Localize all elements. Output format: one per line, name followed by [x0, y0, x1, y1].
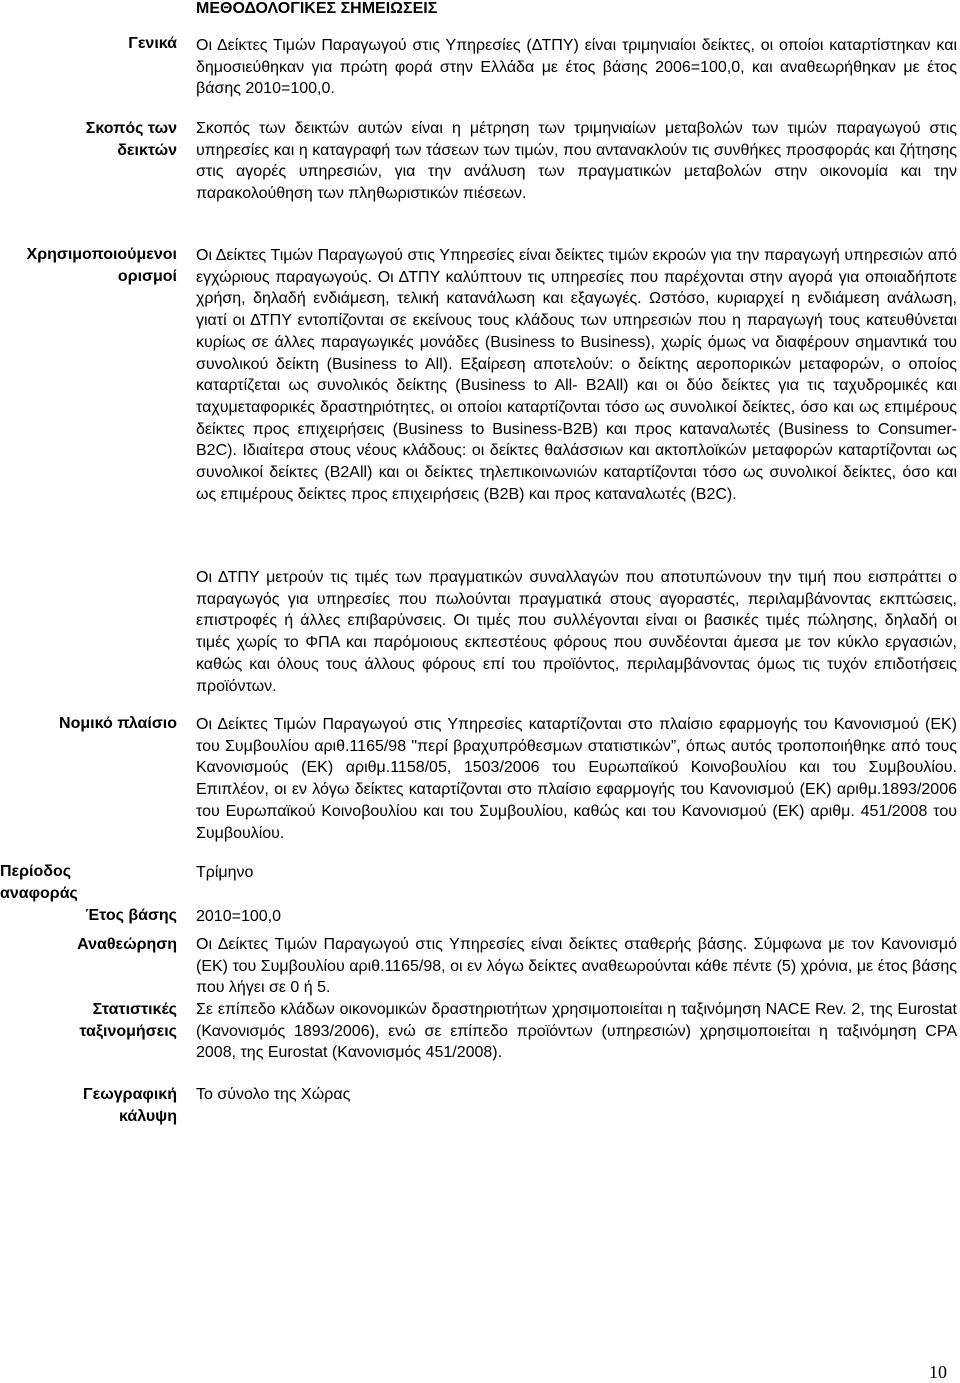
- section-label-base-year: Έτος βάσης: [85, 907, 177, 924]
- page-number: 10: [929, 1362, 947, 1382]
- section-text-definitions-prices: Οι ΔΤΠΥ μετρούν τις τιμές των πραγματικών συναλλαγών που αποτυπώνουν την τιμή που εισπράττει ο παραγωγός για υπηρεσίες που πωλούνται πραγματικά στους αγοραστές, περιλαμβάνοντας εκπτώσεις, επιστροφές ή άλλες επιβαρύνσεις. Οι τιμές που συλλέγονται είναι οι βασικές τιμές πώλησης, δηλαδή οι τιμές χωρίς το ΦΠΑ και παρόμοιους εκπεστέους φόρους που συνδέονται άμεσα με τον κύκλο εργασιών, καθώς και όλους τους άλλους φόρους επί του προϊόντος, περιλαμβάνοντας όμως τις τυχόν επιδοτήσεις προϊόντων.: [196, 569, 957, 695]
- section-text-legal: Οι Δείκτες Τιμών Παραγωγού στις Υπηρεσίες καταρτίζονται στο πλαίσιο εφαρμογής του Κανονισμού (ΕΚ) του Συμβουλίου αριθ.1165/98 "περί βραχυπρόθεσμων στατιστικών”, όπως αυτός τροποποιήθηκε από τους Κανονισμούς (ΕΚ) αριθμ.1158/05, 1503/2006 του Ευρωπαϊκού Κοινοβουλίου και του Συμβουλίου. Επιπλέον, οι εν λόγω δείκτες καταρτίζονται στο πλαίσιο εφαρμογής του Κανονισμού (ΕΚ) αριθμ.1893/2006 του Ευρωπαϊκού Κοινοβουλίου και του Συμβουλίου, καθώς και του Κανονισμού (ΕΚ) αριθμ. 451/2008 του Συμβουλίου.: [196, 716, 957, 842]
- section-label-classifications: Στατιστικές ταξινομήσεις: [79, 1001, 177, 1040]
- section-label-coverage: Γεωγραφική κάλυψη: [83, 1086, 177, 1125]
- section-text-general: Οι Δείκτες Τιμών Παραγωγού στις Υπηρεσίες (ΔΤΠΥ) είναι τριμηνιαίοι δείκτες, οι οποίοι καταρτίστηκαν και δημοσιεύθηκαν για πρώτη φορά στην Ελλάδα με έτος βάσης 2006=100,0, και αναθεωρήθηκαν με έτος βάσης 2010=100,0.: [196, 37, 957, 98]
- section-text-coverage: Το σύνολο της Χώρας: [196, 1086, 351, 1103]
- section-label-revision: Αναθεώρηση: [77, 936, 177, 953]
- section-label-general: Γενικά: [128, 35, 177, 52]
- section-text-period: Τρίμηνο: [196, 864, 254, 881]
- section-text-base-year: 2010=100,0: [196, 908, 281, 925]
- section-label-period-line2: αναφοράς: [0, 885, 78, 902]
- section-label-period-line1: Περίοδος: [0, 863, 72, 880]
- section-label-purpose: Σκοπός των δεικτών: [85, 120, 177, 159]
- section-text-definitions: Οι Δείκτες Τιμών Παραγωγού στις Υπηρεσίες είναι δείκτες τιμών εκροών για την παραγωγή υπηρεσιών από εγχώριους παραγωγούς. Οι ΔΤΠΥ καλύπτουν τις υπηρεσίες που παρέχονται στην αγορά για οποιαδήποτε χρήση, δηλαδή ενδιάμεση, τελική κατανάλωση και εξαγωγές. Ωστόσο, κυριαρχεί η ενδιάμεση ανάλωση, γιατί οι ΔΤΠΥ εντοπίζονται σε εκείνους τους κλάδους των υπηρεσιών που η παραγωγή τους κατευθύνεται κυρίως σε άλλες παραγωγικές μονάδες (Business to Business), χωρίς όμως να διαφέρουν σημαντικά του συνολικού δείκτη (Business to All). Εξαίρεση αποτελούν: ο δείκτης αεροπορικών μεταφορών, ο οποίος καταρτίζεται ως συνολικός δείκτης (Business to All- B2All) και οι δύο δείκτες για τις ταχυδρομικές και ταχυμεταφορικές δραστηριότητες, οι οποίοι καταρτίζονται τόσο ως συνολικοί δείκτες, όσο και ως επιμέρους δείκτες προς επιχειρήσεις (Business to Business-B2B) και προς καταναλωτές (Business to Consumer-B2C). Ιδιαίτερα στους νέους κλάδους: οι δείκτες θαλάσσιων και ακτοπλοϊκών μεταφορών καταρτίζονται ως συνολικοί δείκτες (B2All) και οι δείκτες τηλεπικοινωνιών καταρτίζονται τόσο ως συνολικοί δείκτες, όσο και ως επιμέρους δείκτες προς επιχειρήσεις (B2B) και προς καταναλωτές (B2C).: [196, 247, 957, 503]
- section-text-purpose: Σκοπός των δεικτών αυτών είναι η μέτρηση των τριμηνιαίων μεταβολών των τιμών παραγωγού στις υπηρεσίες και η καταγραφή των τάσεων των τιμών, που αντανακλούν τις συνθήκες προσφοράς και ζήτησης στις αγορές υπηρεσιών, για την ανάλυση των πραγματικών μεταβολών στην οικονομία και την παρακολούθηση των πληθωριστικών πιέσεων.: [196, 120, 957, 203]
- page-title: ΜΕΘΟΔΟΛΟΓΙΚΕΣ ΣΗΜΕΙΩΣΕΙΣ: [196, 0, 438, 17]
- section-label-definitions: Χρησιμοποιούμενοι ορισμοί: [26, 246, 177, 285]
- section-text-revision: Οι Δείκτες Τιμών Παραγωγού στις Υπηρεσίες είναι δείκτες σταθερής βάσης. Σύμφωνα με τον Κανονισμό (ΕΚ) του Συμβουλίου αριθ.1165/98, οι εν λόγω δείκτες αναθεωρούνται κάθε πέντε (5) χρόνια, με έτος βάσης που λήγει σε 0 ή 5.: [196, 936, 957, 997]
- section-text-classifications: Σε επίπεδο κλάδων οικονομικών δραστηριοτήτων χρησιμοποιείται η ταξινόμηση NACE Rev. 2, της Eurostat (Κανονισμός 1893/2006), ενώ σε επίπεδο προϊόντων (υπηρεσιών) χρησιμοποιείται η ταξινόμηση CPA 2008, της Eurostat (Κανονισμός 451/2008).: [196, 1001, 957, 1062]
- section-label-legal: Νομικό πλαίσιο: [59, 715, 177, 732]
